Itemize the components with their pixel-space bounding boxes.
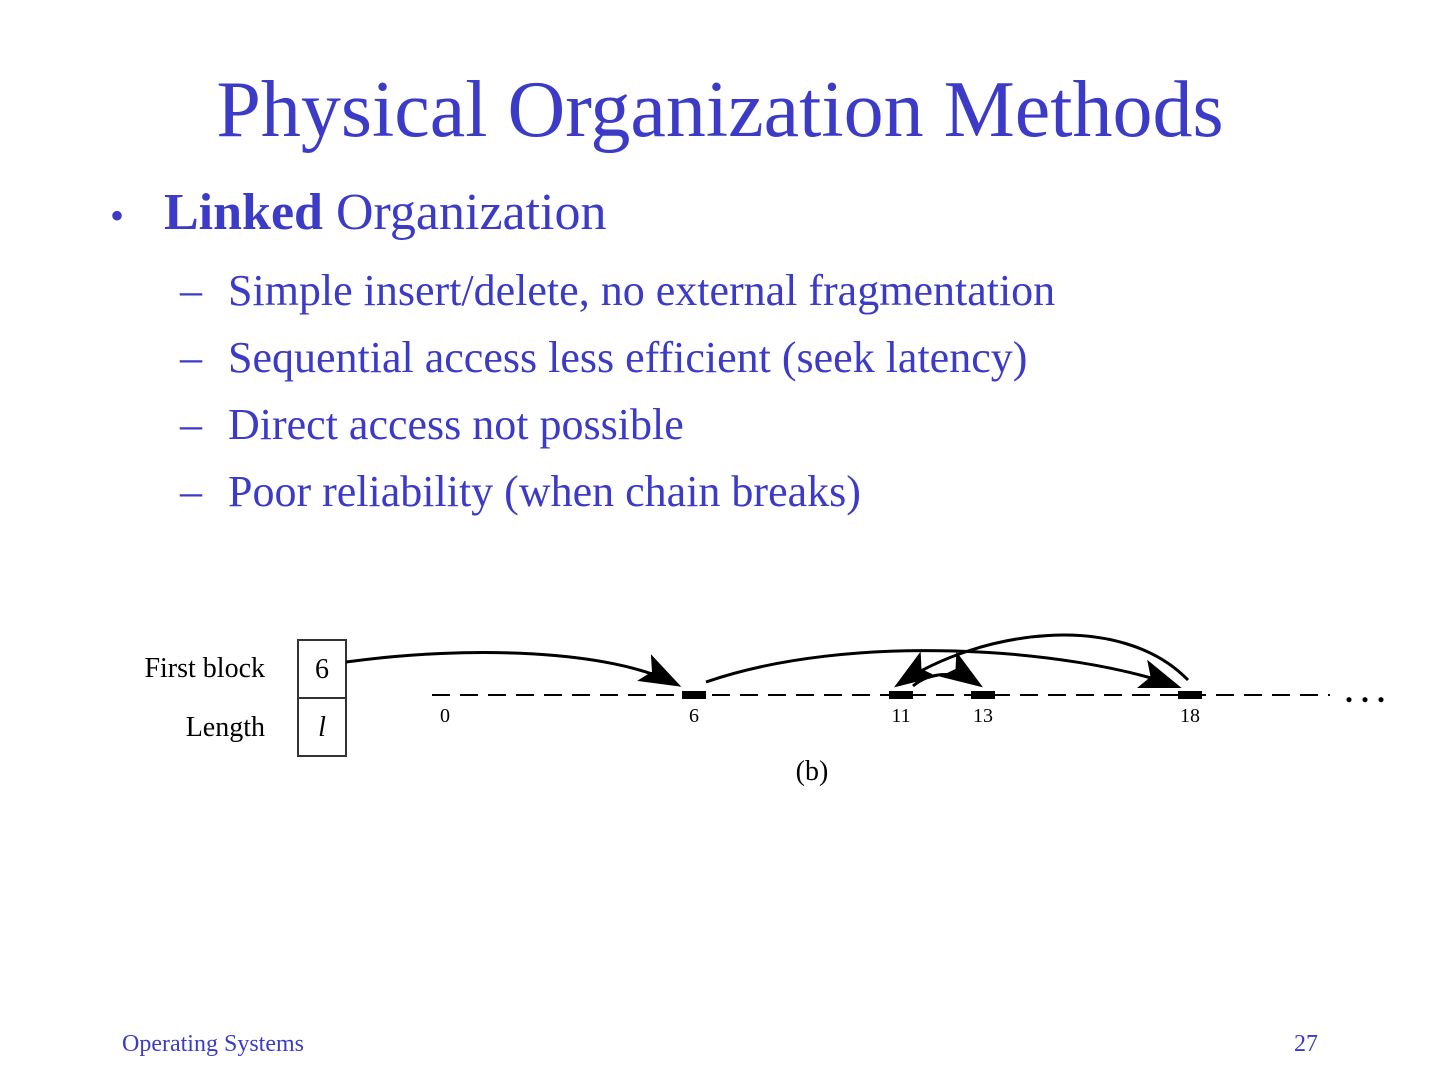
tick-label: 13	[973, 705, 993, 727]
subitem-text: Poor reliability (when chain breaks)	[228, 467, 861, 516]
bullet-strong-word: Linked	[164, 184, 323, 241]
bullet-linked-organization	[110, 182, 607, 247]
subitem-text: Sequential access less efficient (seek latency)	[228, 333, 1028, 382]
dash-marker: –	[180, 266, 202, 315]
subitem-text: Direct access not possible	[228, 400, 684, 449]
dash-marker: –	[180, 467, 202, 516]
subitem	[180, 257, 1055, 324]
first-block-label: First block	[144, 653, 265, 684]
subitem-list	[180, 257, 1055, 525]
subitem	[180, 324, 1055, 391]
block-11	[889, 691, 913, 699]
tick-label: 11	[891, 705, 911, 727]
link-arrow-dir-to-6	[346, 653, 676, 684]
ellipsis: . . .	[1345, 673, 1385, 709]
slide-title: Physical Organization Methods	[216, 66, 1224, 154]
linked-allocation-diagram	[110, 620, 1430, 790]
dash-marker: –	[180, 400, 202, 449]
length-label: Length	[185, 712, 265, 743]
block-13	[971, 691, 995, 699]
link-arrow-11-to-13	[913, 675, 978, 687]
tick-label: 18	[1180, 705, 1200, 727]
footer-page-number: 27	[1294, 1031, 1318, 1057]
tick-label: 6	[689, 705, 699, 727]
link-arrow-6-to-18	[706, 651, 1176, 686]
bullet-rest: Organization	[322, 184, 607, 241]
bullet-text	[164, 182, 607, 244]
subitem-text: Simple insert/delete, no external fragmentation	[228, 266, 1056, 315]
bullet-marker: •	[110, 193, 125, 238]
tick-label: 0	[440, 705, 450, 727]
first-block-value: 6	[315, 654, 329, 685]
dash-marker: –	[180, 333, 202, 382]
block-6	[682, 691, 706, 699]
length-value: l	[318, 712, 326, 743]
footer-course: Operating Systems	[122, 1031, 304, 1057]
block-18	[1178, 691, 1202, 699]
subitem	[180, 458, 1055, 525]
diagram-caption: (b)	[795, 756, 829, 787]
subitem	[180, 391, 1055, 458]
